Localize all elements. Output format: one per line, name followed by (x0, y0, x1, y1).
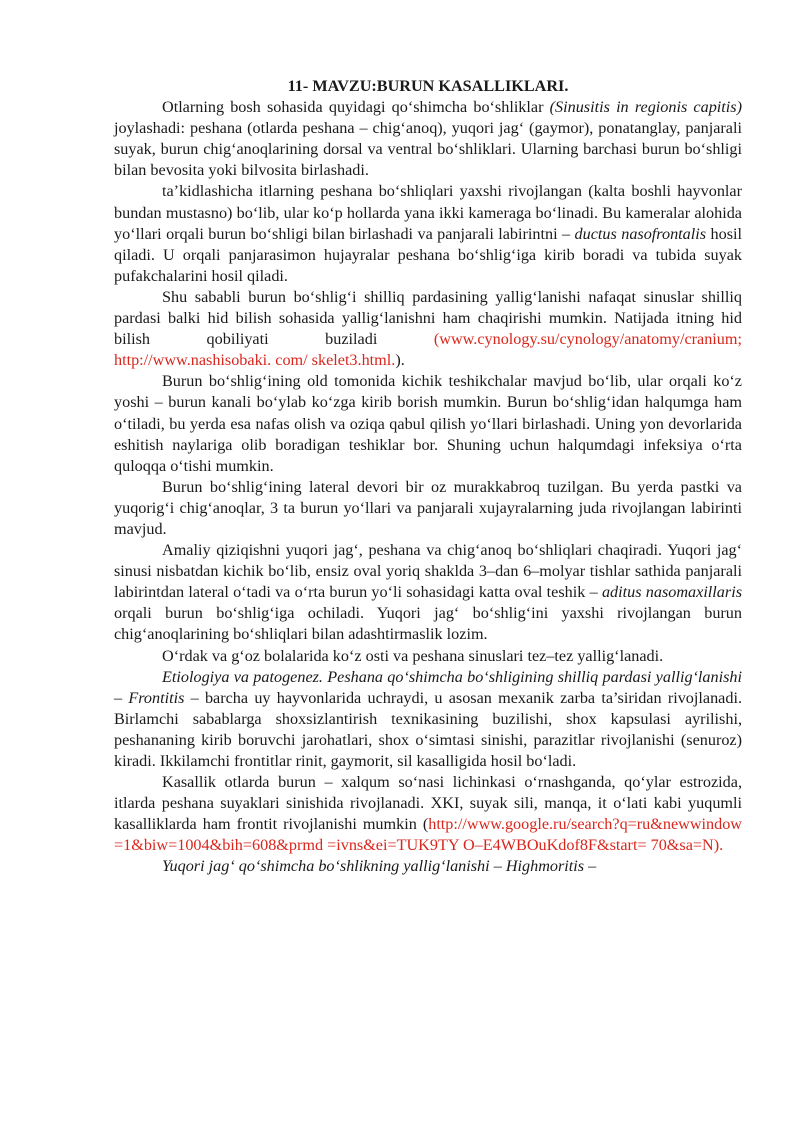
text-run: ). (395, 351, 405, 370)
text-run: – barcha uy hayvonlarida uchraydi, u asosan mexanik zarba ta’siridan rivojlanadi. Birlamchi sabablarga shoxsizlantirish texnikasining buzilishi, shox kapsulasi ayrilishi, peshananing kirib boruvchi jarohatlari, shox o‘simtasi sinishi, parazitlar rivojlanishi (senuroz) kiradi. Ikkilamchi frontitlar rinit, gaymorit, sil kasalligida hosil bo‘ladi. (114, 688, 742, 770)
paragraph-7 (114, 646, 742, 667)
text-run: ta’kidlashicha itlarning peshana bo‘shliqlari yaxshi rivojlangan (kalta boshli hayvonlar bundan mustasno) bo‘lib, ular ko‘p hollarda yana ikki kameraga bo‘linadi. Bu kameralar alohida yo‘llari orqali burun bo‘shligi bilan birlashadi va panjarali labirintni – (114, 182, 742, 243)
text-run: (Sinusitis in regionis capitis) (549, 98, 742, 117)
reference-link[interactable]: (www.cynology.su/cynology/anatomy/cranium; http://www.nashisobaki. com/ skelet3.html. (114, 330, 742, 370)
document-body (114, 97, 742, 877)
paragraph-9 (114, 772, 742, 856)
text-run: joylashadi: peshana (otlarda peshana – chig‘anoq), yuqori jag‘ (gaymor), ponatanglay, panjarali suyak, burun chig‘anoqlarining dorsal va ventral bo‘shliklari. Ularning barchasi burun bo‘shligi bilan bevosita yoki bilvosita birlashadi. (114, 119, 742, 180)
text-run: aditus nasomaxillaris (601, 583, 742, 602)
paragraph-6 (114, 540, 742, 645)
text-run: Kasallik otlarda burun – xalqum so‘nasi lichinkasi o‘rnashganda, qo‘ylar estrozida, itlarda peshana suyaklari sinishida rivojlanadi. XKI, suyak sili, manqa, it o‘lati kabi yuqumli kasalliklarda ham frontit rivojlanishi mumkin ( (114, 773, 742, 834)
text-run: Burun bo‘shlig‘ining old tomonida kichik teshikchalar mavjud bo‘lib, ular orqali ko‘z yoshi – burun kanali bo‘ylab ko‘zga kirib borish mumkin. Burun bo‘shlig‘idan halqumga ham o‘tiladi, bu yerda esa nafas olish va oziqa qabul qilish yo‘llari birlashadi. Uning yon devorlarida eshitish naylariga olib boradigan teshiklar bor. Shuning uchun halqumdagi infeksiya o‘rta quloqqa o‘tishi mumkin. (114, 372, 742, 475)
paragraph-10 (114, 856, 742, 877)
reference-link[interactable]: http://www.google.ru/search?q=ru&newwindow =1&biw=1004&bih=608&prmd =ivns&ei=TUK9TY O–E4WBOuKdof8F&start= 70&sa=N). (114, 815, 742, 855)
paragraph-8 (114, 667, 742, 772)
document-page (114, 76, 742, 878)
text-run: Burun bo‘shlig‘ining lateral devori bir oz murakkabroq tuzilgan. Bu yerda pastki va yuqorig‘i chig‘anoqlar, 3 ta burun yo‘llari va panjarali xujayralarning juda rivojlangan labirinti mavjud. (114, 477, 742, 538)
text-run: Shu sababli burun bo‘shlig‘i shilliq pardasining yallig‘lanishi nafaqat sinuslar shilliq pardasi balki hid bilish sohasida yallig‘lanishni ham chaqirishi mumkin. Natijada itning hid bilish qobiliyati buziladi (114, 287, 742, 349)
text-run: Etiologiya va patogenez. Peshana qo‘shimcha bo‘shligining shilliq pardasi yallig‘lanishi – Frontitis (114, 667, 742, 707)
paragraph-3 (114, 287, 742, 371)
text-run: Yuqori jag‘ qo‘shimcha bo‘shlikning yallig‘lanishi – Highmoritis – (162, 857, 597, 876)
text-run: Otlarning bosh sohasida quyidagi qo‘shimcha bo‘shliklar (162, 98, 550, 117)
paragraph-1 (114, 97, 742, 181)
text-run: Amaliy qiziqishni yuqori jag‘, peshana va chig‘anoq bo‘shliqlari chaqiradi. Yuqori jag‘ sinusi nisbatdan kichik bo‘lib, ensiz oval yoriq shaklda 3–dan 6–molyar tishlar sathida panjarali labirintdan lateral o‘tadi va o‘rta burun yo‘li sohasidagi katta oval teshik – (114, 541, 742, 602)
paragraph-4 (114, 371, 742, 476)
text-run: hosil qiladi. U orqali panjarasimon hujayralar peshana bo‘shlig‘iga kirib boradi va tubida suyak pufakchalarini hosil qiladi. (114, 224, 742, 285)
paragraph-2 (114, 181, 742, 286)
text-run: ductus nasofrontalis (574, 224, 707, 243)
text-run: orqali burun bo‘shlig‘iga ochiladi. Yuqori jag‘ bo‘shlig‘ini yaxshi rivojlangan burun chig‘anoqlarining bo‘shliqlari bilan adashtirmaslik lozim. (114, 604, 742, 644)
paragraph-5 (114, 477, 742, 540)
document-title: 11- MAVZU:BURUN KASALLIKLARI. (287, 77, 569, 95)
text-run: O‘rdak va g‘oz bolalarida ko‘z osti va peshana sinuslari tez–tez yallig‘lanadi. (162, 646, 664, 665)
